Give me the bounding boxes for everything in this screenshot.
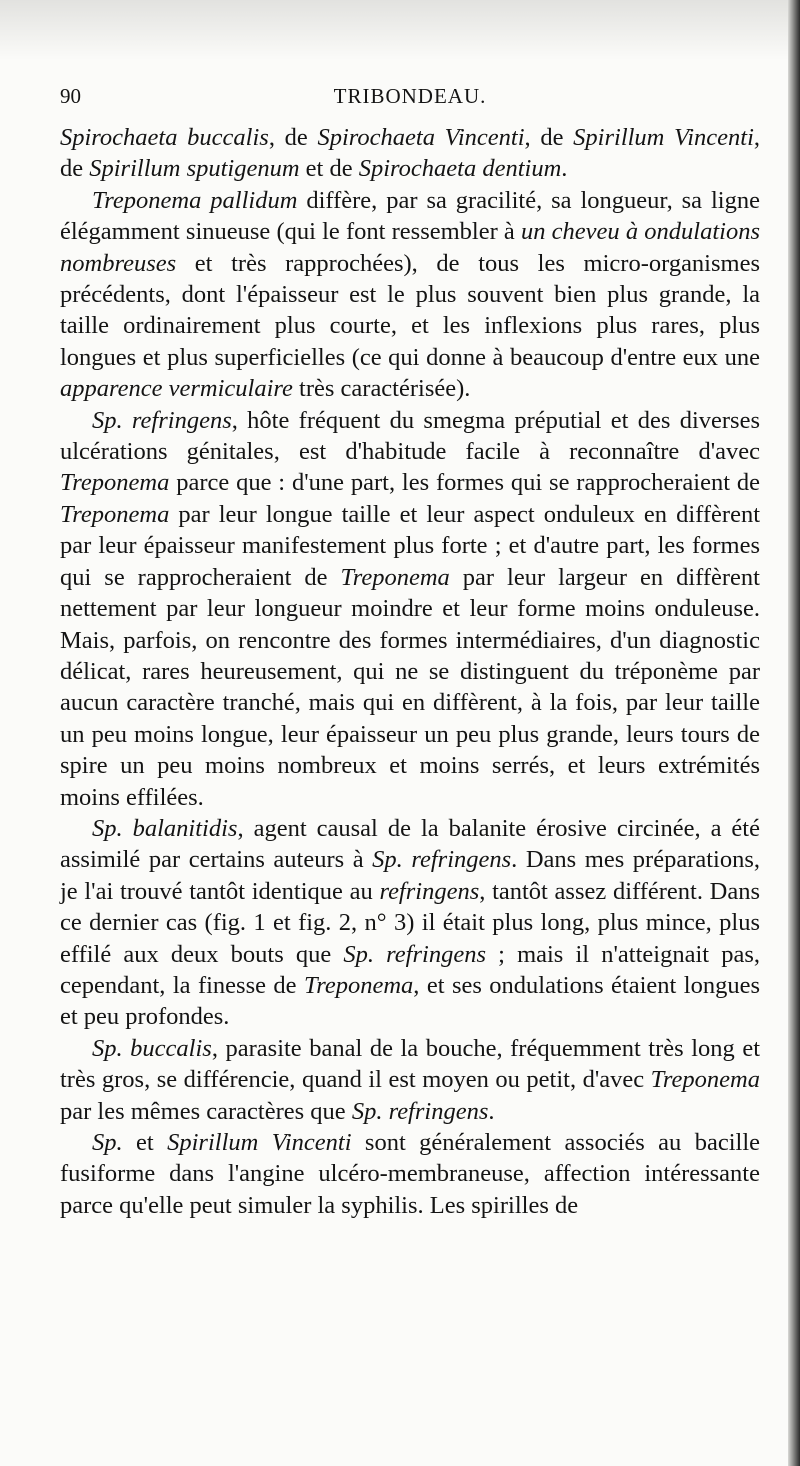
italic-term: Sp. buccalis [92,1034,212,1062]
text-run: , de [524,124,574,151]
body-text [60,122,760,1221]
page-binding-edge [788,0,800,1466]
italic-term: Sp. refringens [351,1097,489,1125]
page-header [60,84,760,114]
text-run: et [122,1129,168,1156]
page-number: 90 [60,84,81,108]
italic-term: apparence vermiculaire [60,375,293,403]
paragraph [60,405,760,813]
text-run: et très rapprochées), de tous les micro-organismes précédents, dont l'épaisseur est le plus souvent bien plus grande, la taille ordinairement plus courte, et les inflexions plus rares, plus longues et plus superficielles (ce qui donne à beaucoup d'entre eux une [60,249,760,371]
italic-term: Treponema [60,500,170,528]
text-run: par leur largeur en diffèrent nettement par leur longueur moindre et leur forme moins onduleuse. Mais, parfois, on rencontre des formes intermédiaires, d'un diagnostic délicat, rares heureusement, qui ne se distinguent du tréponème par aucun caractère tranché, mais qui en diffèrent, à la fois, par leur taille un peu moins longue, leur épaisseur un peu plus grande, leurs tours de spire un peu moins nombreux et moins serrés, et leurs extrémités moins effilées. [60,563,760,811]
text-run: . [488,1097,495,1125]
text-run: , de [268,124,318,151]
italic-term: Treponema [340,563,450,591]
italic-term: refringens [379,877,480,905]
italic-term: un cheveu à ondulations nombreuses [60,218,761,277]
text-run: parce que : d'une part, les formes qui se rapprocheraient de [169,469,760,497]
italic-term: Treponema [60,469,170,497]
italic-term: Treponema [303,971,414,999]
running-title: TRIBONDEAU. [333,84,487,108]
text-run: ; mais il n'atteignait pas, cependant, la finesse de [60,940,760,999]
italic-term: Spirillum sputigenum [89,155,300,183]
italic-term: Sp. [92,1129,123,1156]
text-run: , et ses ondulations étaient longues et peu profondes. [60,971,760,1031]
italic-term: Sp. refringens [343,940,486,968]
text-run: diffère, par sa gracilité, sa longueur, sa ligne élégamment sinueuse (qui le font ressembler à [60,186,760,246]
text-run: et de [299,155,359,183]
page-top-shading [0,0,800,60]
italic-term: Sp. refringens [92,406,232,434]
text-run: par leur longue taille et leur aspect onduleux en diffèrent par leur épaisseur manifestement plus forte ; et d'autre part, les formes qui se rapprocheraient de [60,500,760,591]
paragraph [60,122,760,185]
italic-term: Treponema [650,1066,760,1094]
italic-term: Treponema pallidum [92,186,298,214]
text-run: , parasite banal de la bouche, fréquemment très long et très gros, se différencie, quand il est moyen ou petit, d'avec [60,1034,760,1094]
text-run: . [561,155,568,183]
paragraph [60,185,760,405]
italic-term: Spirochaeta dentium [358,155,562,183]
paragraph [60,1033,760,1127]
italic-term: Sp. refringens [372,846,512,874]
italic-term: Sp. balanitidis [92,814,238,842]
italic-term: Spirillum Vincenti [167,1129,352,1156]
text-run: , agent causal de la balanite érosive circinée, a été assimilé par certains auteurs à [60,814,760,874]
text-run: , de [60,124,761,183]
paragraph [60,813,760,1033]
text-run: par les mêmes caractères que [60,1097,352,1125]
text-run: . Dans mes préparations, je l'ai trouvé tantôt identique au [60,846,760,905]
text-run: sont généralement associés au bacille fusiforme dans l'angine ulcéro-membraneuse, affection intéressante parce qu'elle peut simuler la syphilis. Les spirilles de [60,1129,760,1219]
paragraph [60,1127,760,1221]
italic-term: Spirochaeta buccalis [60,124,269,151]
text-run: très caractérisée). [292,375,471,403]
italic-term: Spirochaeta Vincenti [317,124,525,151]
text-run: , hôte fréquent du smegma préputial et des diverses ulcérations génitales, est d'habitude facile à reconnaître d'avec [60,406,760,466]
text-run: , tantôt assez différent. Dans ce dernier cas (fig. 1 et fig. 2, n° 3) il était plus long, plus mince, plus effilé aux deux bouts que [60,877,761,968]
italic-term: Spirillum Vincenti [573,124,754,151]
